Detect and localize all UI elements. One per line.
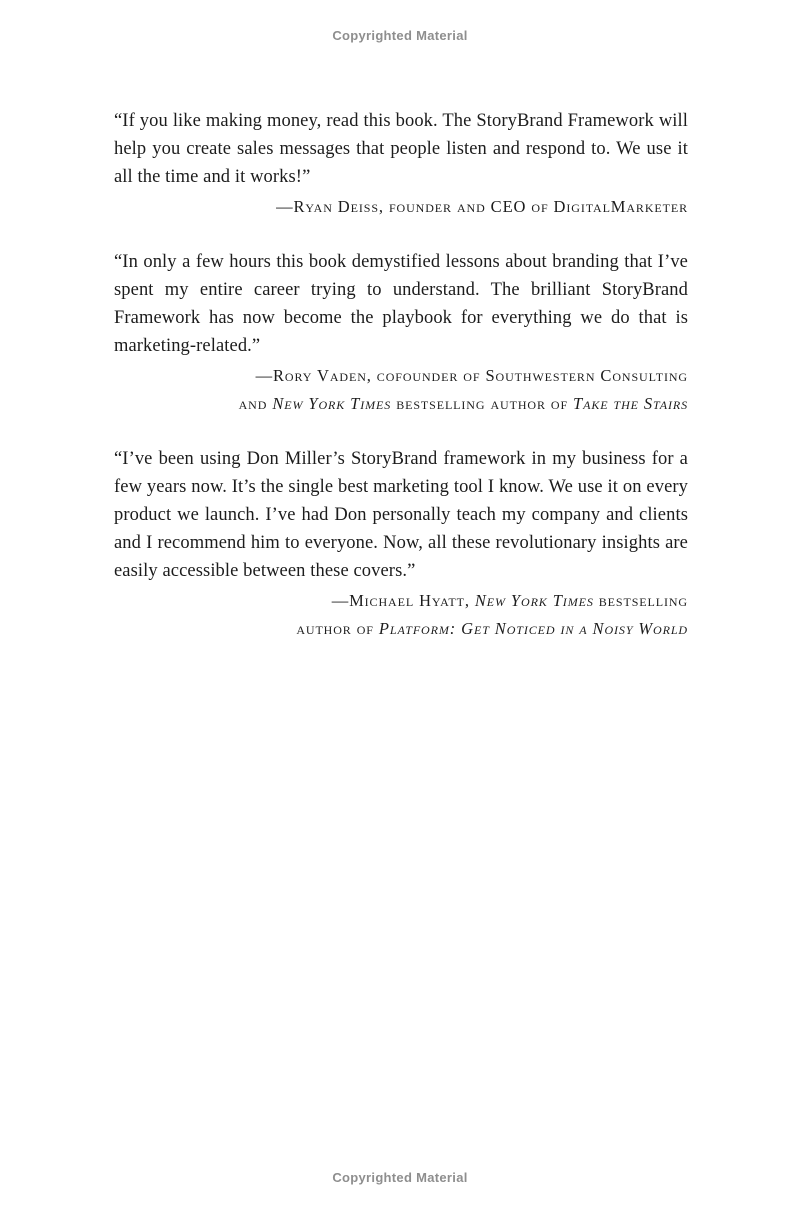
attribution-text: —Michael Hyatt,: [331, 591, 475, 610]
endorsement-quote: [114, 248, 688, 418]
copyright-notice-bottom: Copyrighted Material: [332, 1170, 468, 1185]
attribution-line: [114, 193, 688, 221]
endorsements-section: [114, 107, 688, 670]
attribution-title-italic: Take the Stairs: [573, 394, 688, 413]
attribution-text: bestselling: [593, 591, 688, 610]
attribution-line: [114, 390, 688, 418]
attribution-title-italic: New York Times: [272, 394, 392, 413]
attribution-line: [114, 615, 688, 643]
quote-text: “In only a few hours this book demystified lessons about branding that I’ve spent my entire career trying to understand. The brilliant StoryBrand Framework has now become the playbook for everything we do that is marketing-related.”: [114, 252, 688, 356]
quote-text: “If you like making money, read this book. The StoryBrand Framework will help you create sales messages that people listen and respond to. We use it all the time and it works!”: [114, 111, 688, 187]
attribution-line: [114, 362, 688, 390]
attribution-text: author of: [296, 619, 379, 638]
endorsement-quote: [114, 107, 688, 221]
quote-attribution: [114, 193, 688, 221]
quote-text: “I’ve been using Don Miller’s StoryBrand framework in my business for a few years now. It’s the single best marketing tool I know. We use it on every product we launch. I’ve had Don personally teach my company and clients and I recommend him to everyone. Now, all these revolutionary insights are easily accessible between these covers.”: [114, 449, 688, 581]
quote-attribution: [114, 587, 688, 643]
attribution-text: —Rory Vaden, cofounder of Southwestern Consulting: [255, 366, 688, 385]
copyright-notice-top: Copyrighted Material: [332, 28, 468, 43]
attribution-text: —Ryan Deiss, founder and CEO of DigitalMarketer: [276, 197, 688, 216]
attribution-text: bestselling author of: [391, 394, 574, 413]
quote-attribution: [114, 362, 688, 418]
attribution-line: [114, 587, 688, 615]
endorsement-quote: [114, 445, 688, 643]
attribution-title-italic: Platform: Get Noticed in a Noisy World: [378, 619, 688, 638]
attribution-title-italic: New York Times: [474, 591, 594, 610]
attribution-text: and: [238, 394, 273, 413]
